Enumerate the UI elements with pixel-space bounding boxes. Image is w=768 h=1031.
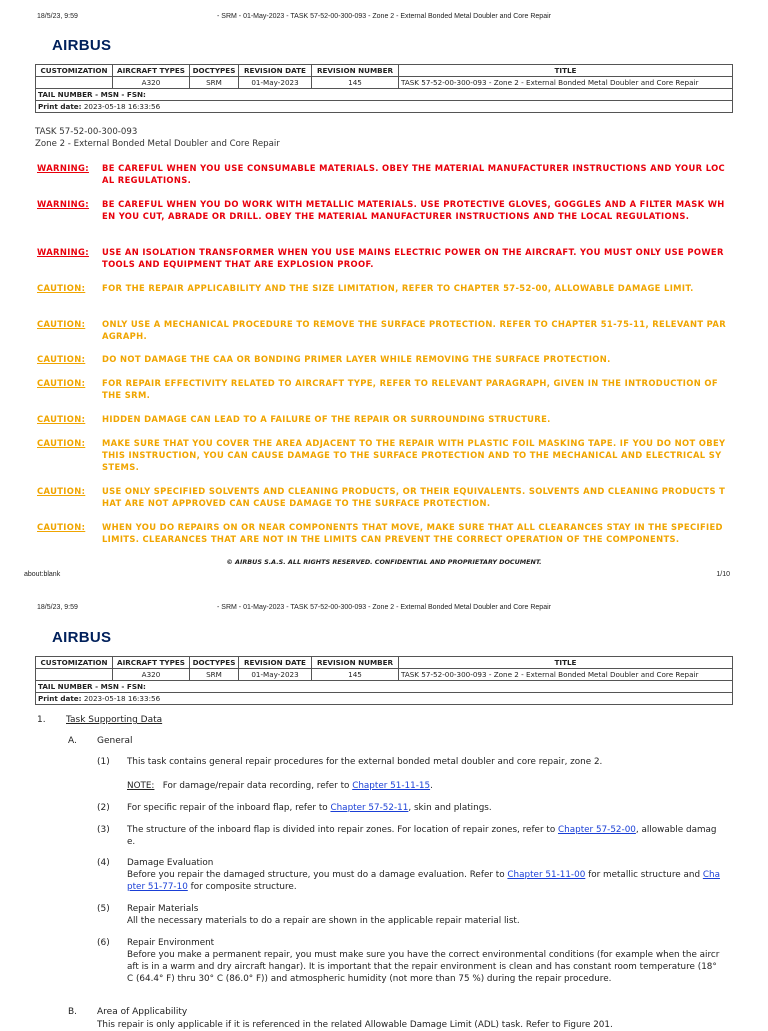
note-text: For damage/repair data recording, refer to bbox=[162, 781, 353, 791]
caution-notice bbox=[37, 319, 727, 343]
col-header-title: TITLE bbox=[399, 657, 733, 669]
notice-text: USE ONLY SPECIFIED SOLVENTS AND CLEANING PRODUCTS, OR THEIR EQUIVALENTS. SOLVENTS AND CLEANING PRODUCTS THAT ARE NOT APPROVED CAN CAUSE DAMAGE TO THE SURFACE PROTECTION. bbox=[102, 486, 726, 508]
task-id: TASK 57-52-00-300-093 bbox=[35, 127, 138, 137]
tail-number-label: TAIL NUMBER - MSN - FSN: bbox=[38, 90, 146, 99]
caution-notice bbox=[37, 438, 727, 473]
notice-text: MAKE SURE THAT YOU COVER THE AREA ADJACENT TO THE REPAIR WITH PLASTIC FOIL MASKING TAPE. IF YOU DO NOT OBEY THIS INSTRUCTION, YOU CAN CAUSE DAMAGE TO THE SURFACE PROTECTION AND TO THE MECHANICAL AND ELECTRICAL SYSTEMS. bbox=[102, 438, 726, 472]
subsection-b-text: This repair is only applicable if it is referenced in the related Allowable Damage Limit (ADL) task. Refer to Figure 201. bbox=[97, 1020, 613, 1030]
cell-revision-date: 01-May-2023 bbox=[239, 77, 312, 89]
notice-text: ONLY USE A MECHANICAL PROCEDURE TO REMOVE THE SURFACE PROTECTION. REFER TO CHAPTER 51-75-11, RELEVANT PARAGRAPH. bbox=[102, 319, 727, 341]
warning-notice bbox=[37, 199, 727, 223]
print-date-row bbox=[36, 101, 733, 113]
notice-text: USE AN ISOLATION TRANSFORMER WHEN YOU USE MAINS ELECTRIC POWER ON THE AIRCRAFT. YOU MUST ONLY USE POWER TOOLS AND EQUIPMENT THAT ARE EXPLOSION PROOF. bbox=[102, 247, 724, 269]
caution-notice bbox=[37, 522, 727, 546]
cell-revision-date: 01-May-2023 bbox=[239, 669, 312, 681]
section-title: Task Supporting Data bbox=[66, 715, 163, 725]
item-text-part: Before you repair the damaged structure, you must do a damage evaluation. Refer to bbox=[127, 870, 508, 880]
item-text-part: for composite structure. bbox=[187, 882, 297, 893]
notice-text: BE CAREFUL WHEN YOU USE CONSUMABLE MATERIALS. OBEY THE MATERIAL MANUFACTURER INSTRUCTIONS AND YOUR LOCAL REGULATIONS. bbox=[102, 163, 726, 185]
item-heading: Damage Evaluation bbox=[127, 858, 214, 868]
item-text bbox=[127, 824, 723, 848]
print-date-label: Print date: bbox=[38, 694, 82, 703]
notice-text: WHEN YOU DO REPAIRS ON OR NEAR COMPONENTS THAT MOVE, MAKE SURE THAT ALL CLEARANCES STAY IN THE SPECIFIED LIMITS. CLEARANCES THAT ARE NOT IN THE LIMITS CAN PREVENT THE CORRECT OPERATION OF THE COMPONENTS. bbox=[102, 522, 723, 544]
item-text: All the necessary materials to do a repair are shown in the applicable repair material list. bbox=[127, 916, 520, 926]
tail-number-label: TAIL NUMBER - MSN - FSN: bbox=[38, 682, 146, 691]
cell-aircraft-type: A320 bbox=[113, 669, 190, 681]
item-number: (6) bbox=[97, 938, 110, 948]
notice-text: HIDDEN DAMAGE CAN LEAD TO A FAILURE OF THE REPAIR OR SURROUNDING STRUCTURE. bbox=[102, 414, 551, 424]
section-number: 1. bbox=[37, 715, 46, 725]
col-header-revision-date: REVISION DATE bbox=[239, 657, 312, 669]
print-date-value: 2023-05-18 16:33:56 bbox=[83, 694, 161, 703]
airbus-logo: AIRBUS bbox=[52, 37, 112, 54]
notice-text: FOR THE REPAIR APPLICABILITY AND THE SIZE LIMITATION, REFER TO CHAPTER 57-52-00, ALLOWABLE DAMAGE LIMIT. bbox=[102, 283, 694, 293]
item-heading: Repair Environment bbox=[127, 938, 215, 948]
print-header bbox=[0, 0, 768, 20]
item-text: Before you make a permanent repair, you must make sure you have the correct environmental conditions (for example when the aircraft is in a warm and dry aircraft hangar). It is important that the repair environment is clean and has constant room temperature (18° C (64.4° F) thru 30° C (86.0° F)) and atmospheric humidity (not more than 75 %) during the repair procedure. bbox=[127, 950, 720, 985]
warning-label: WARNING: bbox=[37, 247, 89, 257]
subsection-a-title: General bbox=[97, 736, 133, 746]
footer-page-number: 1/10 bbox=[716, 571, 730, 578]
print-date-row bbox=[36, 693, 733, 705]
col-header-aircraft-types: AIRCRAFT TYPES bbox=[113, 65, 190, 77]
subsection-a-number: A. bbox=[68, 736, 77, 746]
item-number: (4) bbox=[97, 858, 110, 868]
caution-label: CAUTION: bbox=[37, 486, 86, 496]
caution-notice bbox=[37, 486, 727, 510]
print-date-label: Print date: bbox=[38, 102, 82, 111]
warning-label: WARNING: bbox=[37, 199, 89, 209]
airbus-logo: AIRBUS bbox=[52, 629, 112, 646]
cell-customization bbox=[36, 77, 113, 89]
note-paragraph bbox=[127, 780, 723, 792]
task-title: Zone 2 - External Bonded Metal Doubler and Core Repair bbox=[35, 139, 280, 149]
caution-label: CAUTION: bbox=[37, 414, 86, 424]
tail-number-row bbox=[36, 89, 733, 101]
item-number: (5) bbox=[97, 904, 110, 914]
item-text-part: , allowable damage. bbox=[127, 825, 717, 848]
caution-label: CAUTION: bbox=[37, 522, 86, 532]
caution-label: CAUTION: bbox=[37, 283, 86, 293]
warning-label: WARNING: bbox=[37, 163, 89, 173]
chapter-link[interactable]: Chapter 57-52-11 bbox=[330, 803, 409, 813]
col-header-customization: CUSTOMIZATION bbox=[36, 65, 113, 77]
print-header-page2 bbox=[0, 591, 768, 611]
chapter-link[interactable]: Chapter 51-11-00 bbox=[507, 870, 586, 880]
item-text: This task contains general repair procedures for the external bonded metal doubler and core repair, zone 2. bbox=[127, 757, 603, 767]
cell-revision-number: 145 bbox=[312, 669, 399, 681]
item-text-part: For specific repair of the inboard flap, refer to bbox=[127, 803, 331, 813]
cell-title: TASK 57-52-00-300-093 - Zone 2 - External Bonded Metal Doubler and Core Repair bbox=[399, 669, 733, 681]
caution-label: CAUTION: bbox=[37, 354, 86, 364]
subsection-b-number: B. bbox=[68, 1007, 78, 1017]
cell-doctype: SRM bbox=[190, 669, 239, 681]
caution-label: CAUTION: bbox=[37, 319, 86, 329]
item-number: (2) bbox=[97, 803, 110, 813]
item-number: (1) bbox=[97, 757, 110, 767]
document-meta-table bbox=[35, 64, 733, 113]
cell-aircraft-type: A320 bbox=[113, 77, 190, 89]
caution-notice bbox=[37, 378, 727, 402]
cell-title: TASK 57-52-00-300-093 - Zone 2 - External Bonded Metal Doubler and Core Repair bbox=[399, 77, 733, 89]
print-doc-title: - SRM - 01-May-2023 - TASK 57-52-00-300-093 - Zone 2 - External Bonded Metal Doubler and Core Repair bbox=[217, 604, 551, 611]
chapter-link[interactable]: Chapter 57-52-00 bbox=[558, 825, 636, 835]
col-header-revision-number: REVISION NUMBER bbox=[312, 65, 399, 77]
item-number: (3) bbox=[97, 825, 110, 835]
col-header-customization: CUSTOMIZATION bbox=[36, 657, 113, 669]
chapter-link[interactable]: Chapter 51-77-10 bbox=[127, 870, 720, 893]
print-date: 18/5/23, 9:59 bbox=[37, 604, 78, 611]
document-meta-table-page2 bbox=[35, 656, 733, 705]
footer-url: about:blank bbox=[24, 571, 61, 578]
item-text-part: , skin and platings. bbox=[408, 803, 492, 813]
notice-text: BE CAREFUL WHEN YOU DO WORK WITH METALLIC MATERIALS. USE PROTECTIVE GLOVES, GOGGLES AND A FILTER MASK WHEN YOU CUT, ABRADE OR DRILL. OBEY THE MATERIAL MANUFACTURER INSTRUCTIONS AND THE LOCAL REGULATIONS. bbox=[102, 199, 725, 221]
col-header-doctypes: DOCTYPES bbox=[190, 65, 239, 77]
cell-customization bbox=[36, 669, 113, 681]
caution-notice bbox=[37, 414, 727, 426]
cell-doctype: SRM bbox=[190, 77, 239, 89]
col-header-doctypes: DOCTYPES bbox=[190, 657, 239, 669]
tail-number-row bbox=[36, 681, 733, 693]
item-text bbox=[127, 869, 723, 893]
col-header-revision-number: REVISION NUMBER bbox=[312, 657, 399, 669]
note-label: NOTE: bbox=[127, 781, 155, 791]
item-heading: Repair Materials bbox=[127, 904, 199, 914]
print-date-value: 2023-05-18 16:33:56 bbox=[83, 102, 161, 111]
caution-notice bbox=[37, 283, 727, 295]
notice-text: FOR REPAIR EFFECTIVITY RELATED TO AIRCRAFT TYPE, REFER TO RELEVANT PARAGRAPH, GIVEN IN THE INTRODUCTION OF THE SRM. bbox=[102, 378, 718, 400]
item-text-part: The structure of the inboard flap is divided into repair zones. For location of repair zones, refer to bbox=[127, 825, 558, 835]
subsection-b-title: Area of Applicability bbox=[97, 1007, 188, 1017]
print-doc-title: - SRM - 01-May-2023 - TASK 57-52-00-300-093 - Zone 2 - External Bonded Metal Doubler and Core Repair bbox=[217, 13, 551, 20]
caution-label: CAUTION: bbox=[37, 438, 86, 448]
caution-label: CAUTION: bbox=[37, 378, 86, 388]
col-header-title: TITLE bbox=[399, 65, 733, 77]
item-text bbox=[127, 802, 723, 814]
copyright-notice: © AIRBUS S.A.S. ALL RIGHTS RESERVED. CONFIDENTIAL AND PROPRIETARY DOCUMENT. bbox=[226, 558, 542, 566]
warning-notice bbox=[37, 163, 727, 187]
warning-notice bbox=[37, 247, 727, 271]
col-header-revision-date: REVISION DATE bbox=[239, 65, 312, 77]
item-text-part: for metallic structure and bbox=[585, 870, 703, 880]
note-suffix: . bbox=[430, 781, 433, 791]
cell-revision-number: 145 bbox=[312, 77, 399, 89]
chapter-link[interactable]: Chapter 51-11-15 bbox=[352, 781, 431, 791]
col-header-aircraft-types: AIRCRAFT TYPES bbox=[113, 657, 190, 669]
notice-text: DO NOT DAMAGE THE CAA OR BONDING PRIMER LAYER WHILE REMOVING THE SURFACE PROTECTION. bbox=[102, 354, 611, 364]
print-date: 18/5/23, 9:59 bbox=[37, 13, 78, 20]
caution-notice bbox=[37, 354, 727, 366]
